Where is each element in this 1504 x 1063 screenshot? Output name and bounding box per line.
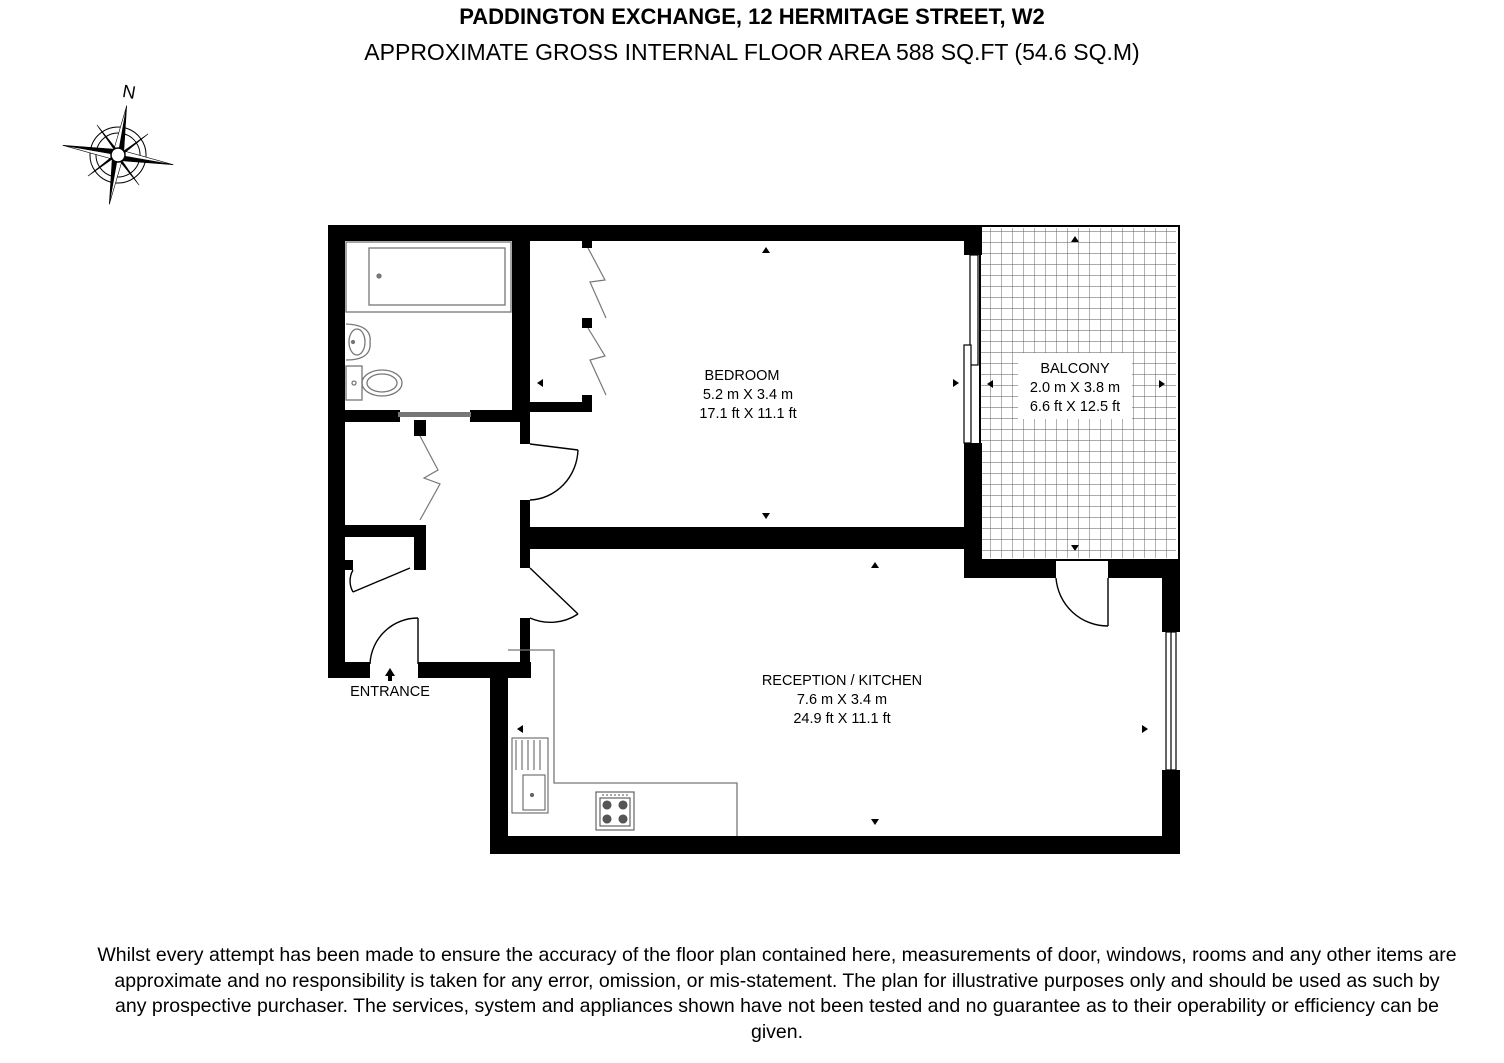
reception-name: RECEPTION / KITCHEN (761, 673, 923, 689)
kitchen-sink (512, 738, 548, 813)
hall-cupboard-doors (420, 436, 440, 520)
compass-north-label: N (120, 80, 138, 103)
bedroom-imperial: 17.1 ft X 11.1 ft (699, 406, 797, 422)
balcony-name: BALCONY (1040, 361, 1110, 377)
bedroom-name: BEDROOM (704, 368, 780, 384)
reception-imperial: 24.9 ft X 11.1 ft (793, 711, 891, 727)
toilet (346, 366, 402, 400)
plan-title: PADDINGTON EXCHANGE, 12 HERMITAGE STREET, W2 (459, 4, 1045, 29)
basin (346, 324, 370, 360)
compass-icon (54, 72, 186, 214)
shower-screen (398, 412, 471, 417)
bedroom-metric: 5.2 m X 3.4 m (702, 387, 794, 403)
bathtub (346, 242, 511, 312)
entrance-label: ENTRANCE (350, 684, 430, 700)
hob (596, 792, 634, 830)
balcony-imperial: 6.6 ft X 12.5 ft (1029, 399, 1121, 415)
balcony-metric: 2.0 m X 3.8 m (1029, 380, 1121, 396)
disclaimer-text: Whilst every attempt has been made to ensure the accuracy of the floor plan contained here, measurements of door, windows, rooms and any other items are approximate and no responsibility is taken for any error, omission, or mis-statement. The plan for illustrative purposes only and should be used as such by any prospective purchaser. The services, system and appliances shown have not been tested and no guarantee as to their operability or efficiency can be given. (97, 944, 1457, 1043)
reception-metric: 7.6 m X 3.4 m (796, 692, 888, 708)
plan-subtitle: APPROXIMATE GROSS INTERNAL FLOOR AREA 588 SQ.FT (54.6 SQ.M) (364, 39, 1140, 65)
